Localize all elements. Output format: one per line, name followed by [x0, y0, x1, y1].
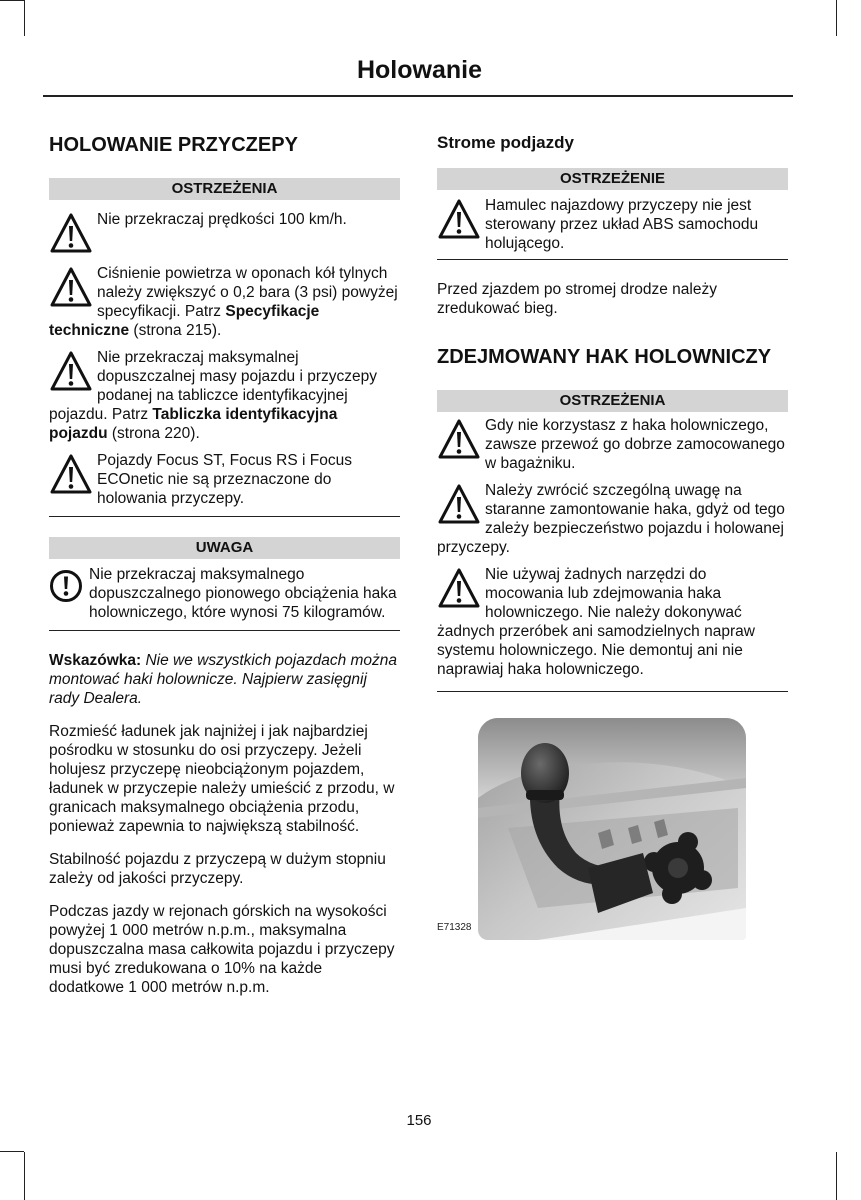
cross-reference[interactable]: Specyfikacje techniczne — [49, 303, 320, 339]
subheading-steep-slopes: Strome podjazdy — [437, 133, 574, 152]
crop-mark — [0, 1151, 24, 1152]
warnings-band: OSTRZEŻENIA — [437, 390, 788, 412]
warning-triangle-icon — [49, 453, 93, 497]
crop-mark — [24, 0, 25, 36]
caution-band: UWAGA — [49, 537, 400, 559]
body-paragraph: Przed zjazdem po stromej drodze należy zredukować bieg. — [437, 281, 717, 317]
note-paragraph — [49, 651, 400, 708]
caution-circle-icon — [49, 569, 85, 605]
warning-text: Należy zwrócić szczególną uwagę na staranne zamontowanie haka, gdyż od tego zależy bezpieczeństwo pojazdu i holowanej przyczepy. — [437, 482, 785, 556]
caution-text: Nie przekraczaj maksymalnego dopuszczalnego pionowego obciążenia haka holowniczego, które wynosi 75 kilogramów. — [89, 566, 397, 621]
section-heading-towing: HOLOWANIE PRZYCZEPY — [49, 134, 298, 156]
warning-item — [49, 264, 400, 340]
warning-text: Nie przekraczaj prędkości 100 km/h. — [97, 211, 347, 228]
warning-item — [437, 196, 788, 253]
warning-triangle-icon — [437, 483, 481, 527]
warning-text: Pojazdy Focus ST, Focus RS i Focus ECOnetic nie są przeznaczone do holowania przyczepy. — [97, 452, 352, 507]
warning-item — [437, 416, 788, 473]
crop-mark — [24, 1152, 25, 1200]
warning-item — [437, 565, 788, 679]
page-title: Holowanie — [356, 56, 482, 84]
warnings-band: OSTRZEŻENIA — [49, 178, 400, 200]
warning-item — [49, 210, 400, 256]
section-heading-removable-hook: ZDEJMOWANY HAK HOLOWNICZY — [437, 346, 772, 368]
right-column — [437, 130, 788, 692]
warning-triangle-icon — [49, 266, 93, 310]
crop-mark — [836, 0, 837, 36]
crop-mark — [0, 0, 24, 1]
caution-item — [49, 565, 400, 622]
warning-triangle-icon — [49, 212, 93, 256]
figure-caption: E71328 — [437, 922, 472, 933]
warning-item — [437, 481, 788, 557]
warning-text: Gdy nie korzystasz z haka holowniczego, zawsze przewoź go dobrze zamocowanego w bagażniku. — [485, 417, 785, 472]
left-column — [49, 130, 400, 997]
warning-triangle-icon — [437, 198, 481, 242]
section-rule — [437, 691, 788, 692]
warning-text: Nie używaj żadnych narzędzi do mocowania lub zdejmowania haka holowniczego. Nie należy dokonywać żadnych przeróbek ani samodzielnych napraw systemu holowniczego. Nie demontuj ani nie naprawiaj haka holowniczego. — [437, 566, 755, 678]
warning-text: Ciśnienie powietrza w oponach kół tylnych należy zwiększyć o 0,2 bara (3 psi) powyżej specyfikacji. Patrz Specyfikacje techniczne (strona 215). — [49, 265, 398, 339]
warning-text: Hamulec najazdowy przyczepy nie jest sterowany przez układ ABS samochodu holującego. — [485, 197, 759, 252]
warning-triangle-icon — [437, 418, 481, 462]
page-number: 156 — [406, 1112, 432, 1129]
warning-triangle-icon — [49, 350, 93, 394]
header-rule — [43, 95, 793, 97]
cross-reference[interactable]: Tabliczka identyfikacyjna pojazdu — [49, 406, 338, 442]
body-paragraph: Stabilność pojazdu z przyczepą w dużym stopniu zależy od jakości przyczepy. — [49, 851, 386, 887]
crop-mark — [836, 1152, 837, 1200]
note-label: Wskazówka: — [49, 652, 142, 669]
tow-hook-photo — [478, 718, 746, 940]
note-text: Nie we wszystkich pojazdach można montować haki holownicze. Najpierw zasięgnij rady Dealera. — [49, 652, 398, 707]
body-paragraph: Rozmieść ładunek jak najniżej i jak najbardziej pośrodku w stosunku do osi przyczepy. Jeżeli holujesz przyczepę nieobciążonym pojazdem, ładunek w przyczepie należy umieścić z przodu, w granicach maksymalnego obciążenia przodu, ponieważ zapewnia to największą stabilność. — [49, 723, 395, 835]
warning-text: Nie przekraczaj maksymalnej dopuszczalnej masy pojazdu i przyczepy podanej na tabliczce identyfikacyjnej pojazdu. Patrz Tabliczka identyfikacyjna pojazdu (strona 220). — [49, 349, 377, 442]
warning-triangle-icon — [437, 567, 481, 611]
warning-band: OSTRZEŻENIE — [437, 168, 788, 190]
warning-item — [49, 451, 400, 508]
warning-item — [49, 348, 400, 443]
body-paragraph: Podczas jazdy w rejonach górskich na wysokości powyżej 1 000 metrów n.p.m., maksymalna dopuszczalna masa całkowita pojazdu i przyczepy musi być zredukowana o 10% na każde dodatkowe 1 000 metrów n.p.m. — [49, 903, 395, 996]
